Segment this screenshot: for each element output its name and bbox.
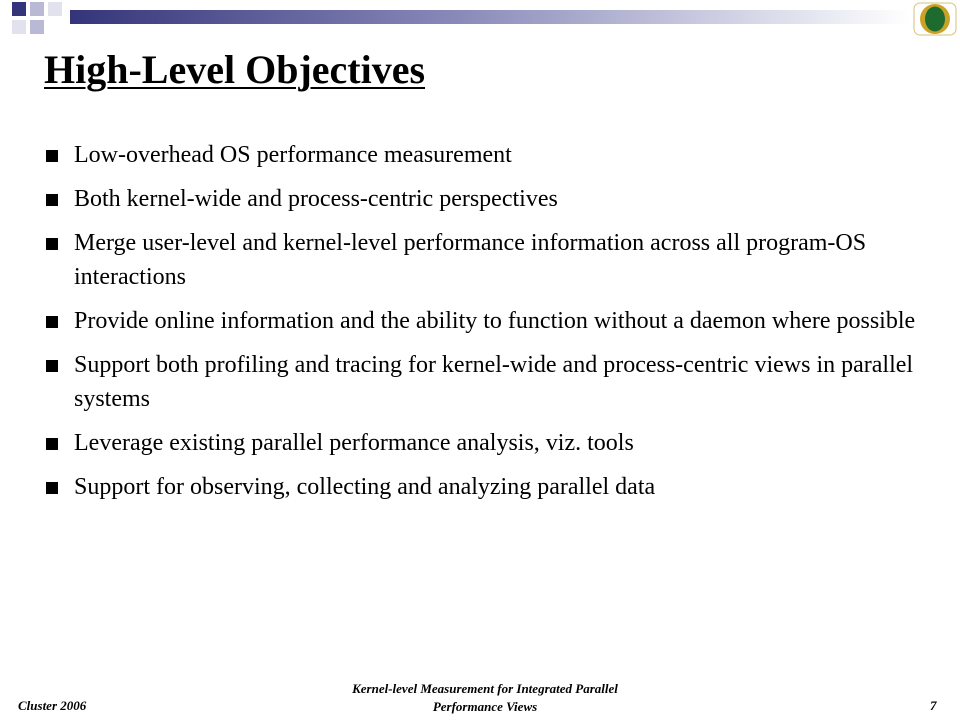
bullet-text: Support for observing, collecting and analyzing parallel data — [74, 474, 656, 500]
footer-talk-title-line2: Performance Views — [432, 699, 538, 714]
oregon-o-logo-icon — [913, 2, 957, 36]
bullet-text: Both kernel-wide and process-centric perspectives — [74, 186, 558, 212]
bullet-square-icon — [46, 194, 58, 206]
bullet-text: Low-overhead OS performance measurement — [74, 142, 512, 168]
footer-talk-title-line1: Kernel-level Measurement for Integrated Parallel — [352, 681, 618, 696]
page-number: 7 — [930, 698, 937, 713]
bullet-square-icon — [46, 316, 58, 328]
bullet-text: Support both profiling and tracing for kernel-wide and process-centric views in parallel systems — [74, 352, 914, 412]
bullet-text: Provide online information and the ability to function without a daemon where possible — [74, 308, 916, 334]
list-item — [46, 348, 926, 416]
bullet-square-icon — [46, 360, 58, 372]
bullet-text: Leverage existing parallel performance analysis, viz. tools — [74, 430, 634, 456]
list-item — [46, 470, 926, 504]
footer-talk-title — [300, 680, 670, 716]
bullet-square-icon — [46, 438, 58, 450]
list-item — [46, 138, 926, 172]
list-item — [46, 226, 926, 294]
bullet-square-icon — [46, 238, 58, 250]
slide-title: High-Level Objectives — [44, 47, 426, 92]
header-gradient-bar — [70, 10, 910, 24]
footer-conference: Cluster 2006 — [18, 698, 87, 713]
list-item — [46, 182, 926, 216]
bullet-square-icon — [46, 150, 58, 162]
bullet-list — [46, 138, 926, 514]
bullet-square-icon — [46, 482, 58, 494]
list-item — [46, 426, 926, 460]
bullet-text: Merge user-level and kernel-level performance information across all program-OS interactions — [74, 230, 867, 290]
list-item — [46, 304, 926, 338]
